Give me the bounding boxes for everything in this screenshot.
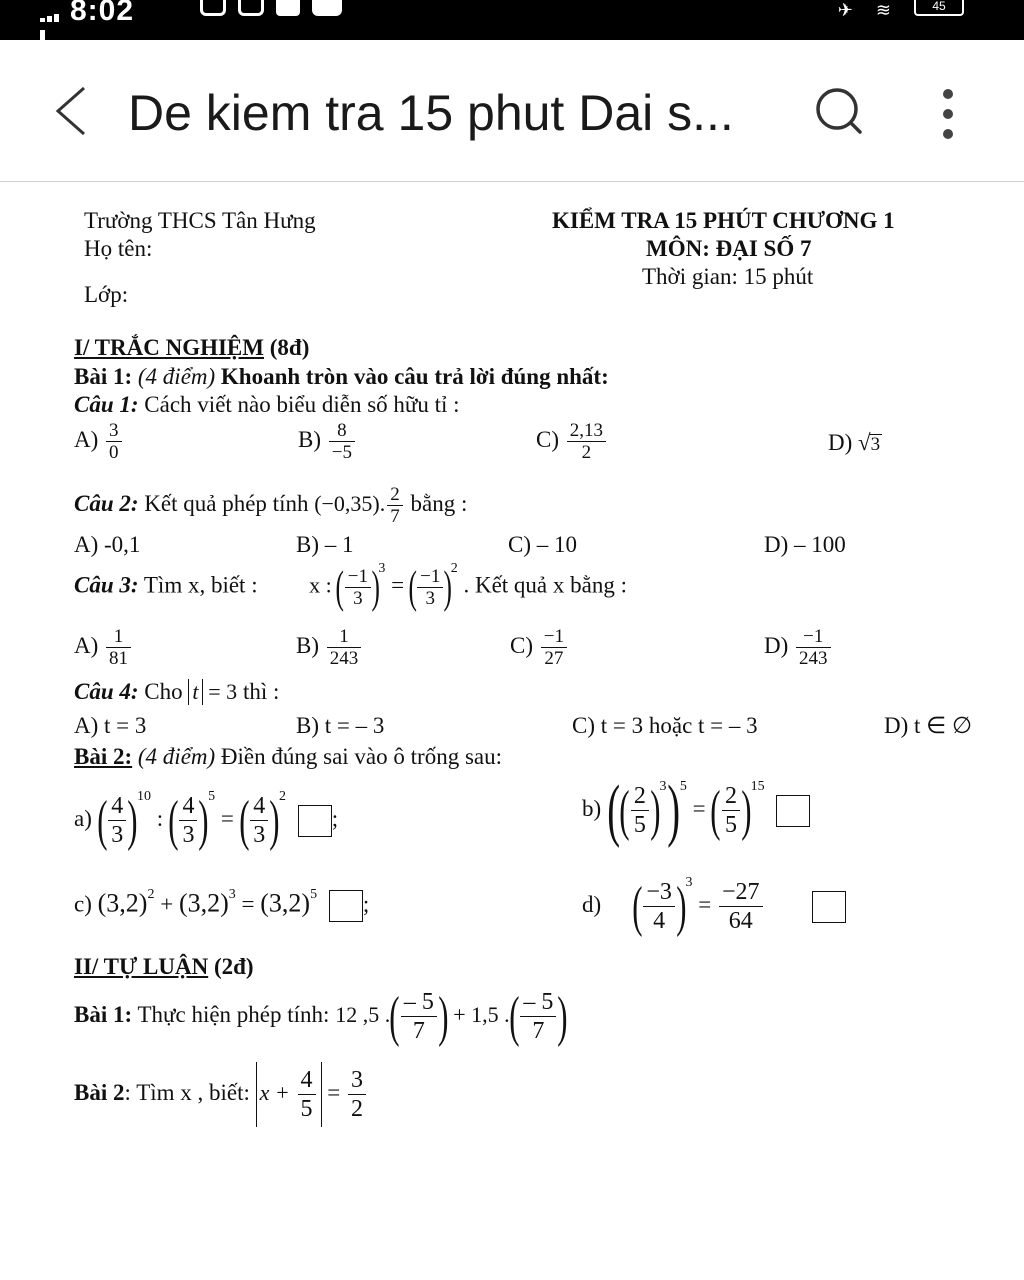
facebook-icon [276, 0, 300, 16]
part2-heading: II/ TỰ LUẬN (2đ) [74, 954, 254, 979]
tf-item-a: a) ( $\frac{4}{3}$ )$^{10}$ : ( $\frac{4}{3}$ )$^5$ = ( $\frac{4}{3}$ )$^2$ ; [74, 789, 339, 852]
document-page [0, 182, 1024, 1280]
answer-box-a[interactable] [298, 805, 332, 837]
battery-icon: 45 [914, 0, 964, 16]
q2-option-b: B) – 1 [296, 532, 354, 557]
question-2: Câu 2: Kết quả phép tính (−0,35). $\frac{2}{7}$ bằng : [74, 484, 468, 527]
search-icon[interactable] [814, 86, 864, 136]
tf-item-b: b) (( $\frac{2}{5}$ )$^3$)$^5$ = ( $\frac{2}{5}$ )$^{15}$ [582, 782, 810, 839]
q3-option-a: A) $\frac{1}{81}$ [74, 626, 133, 669]
q3-option-b: B) $\frac{1}{243}$ [296, 626, 363, 669]
nfc-icon: ✈ [837, 0, 853, 20]
q4-option-b: B) t = – 3 [296, 713, 385, 738]
q4-option-d: D) t ∈ ∅ [884, 713, 972, 738]
answer-box-b[interactable] [776, 795, 810, 827]
notification-app-icon [200, 0, 226, 16]
essay-1: Bài 1: Thực hiện phép tính: 12 ,5 .( $\frac{- 5}{7}$ ) + 1,5 .( $\frac{- 5}{7}$ ) [74, 985, 568, 1048]
notification-icons [200, 0, 354, 18]
kakao-icon [312, 0, 342, 16]
notification-app-icon [238, 0, 264, 16]
question-1: Câu 1: Cách viết nào biểu diễn số hữu tỉ : [74, 392, 460, 417]
tf-item-c: c) $(3,2)^2 + (3,2)^3 = (3,2)^5$ ; [74, 890, 369, 922]
q3-option-d: D) $\frac{-1}{243}$ [764, 626, 833, 669]
bai2-heading: Bài 2: (4 điểm) Điền đúng sai vào ô trống sau: [74, 744, 502, 769]
status-right [838, 0, 964, 18]
tf-item-d: d) ( $\frac{-3}{4}$ )$^3$ = $\frac{-27}{64}$ [582, 878, 846, 935]
status-time: 8:02 [70, 0, 135, 27]
q1-option-d: D) √3 [828, 430, 881, 455]
q2-option-c: C) – 10 [508, 532, 577, 557]
name-label: Họ tên: [84, 236, 153, 261]
exam-subject: MÔN: ĐẠI SỐ 7 [646, 236, 812, 261]
wifi-icon: ≋ [875, 0, 891, 20]
part1-heading: I/ TRẮC NGHIỆM (8đ) [74, 335, 310, 360]
question-3: Câu 3: Tìm x, biết : x : ( $\frac{-1}{3}$ )$^3$ = ( $\frac{-1}{3}$ )$^2$ . Kết quả x bằng : [74, 561, 627, 612]
q1-option-b: B) $\frac{8}{-5}$ [298, 420, 357, 463]
class-label: Lớp: [84, 282, 129, 307]
q1-option-a: A) $\frac{3}{0}$ [74, 420, 124, 463]
q2-option-d: D) – 100 [764, 532, 846, 557]
back-arrow-icon[interactable] [54, 86, 88, 136]
q2-option-a: A) -0,1 [74, 532, 141, 557]
exam-title: KIỂM TRA 15 PHÚT CHƯƠNG 1 [552, 208, 895, 233]
exam-time: Thời gian: 15 phút [642, 264, 814, 289]
app-bar [0, 40, 1024, 182]
q3-option-c: C) $\frac{-1}{27}$ [510, 626, 569, 669]
signal-icon [40, 4, 66, 14]
school-name: Trường THCS Tân Hưng [84, 208, 316, 233]
page-title: De kiem tra 15 phut Dai s... [128, 85, 734, 141]
q4-option-c: C) t = 3 hoặc t = – 3 [572, 713, 758, 738]
question-4: Câu 4: Cho t = 3 thì : [74, 679, 280, 704]
bai1-heading: Bài 1: (4 điểm) Khoanh tròn vào câu trả lời đúng nhất: [74, 364, 609, 389]
q1-option-c: C) $\frac{2,13}{2}$ [536, 420, 608, 463]
status-bar [0, 0, 1024, 40]
answer-box-d[interactable] [812, 891, 846, 923]
essay-2: Bài 2: Tìm x , biết: x + $\frac{4}{5}$ = $\frac{3}{2}$ [74, 1062, 368, 1127]
more-options-icon[interactable] [938, 88, 958, 140]
answer-box-c[interactable] [329, 890, 363, 922]
q4-option-a: A) t = 3 [74, 713, 147, 738]
